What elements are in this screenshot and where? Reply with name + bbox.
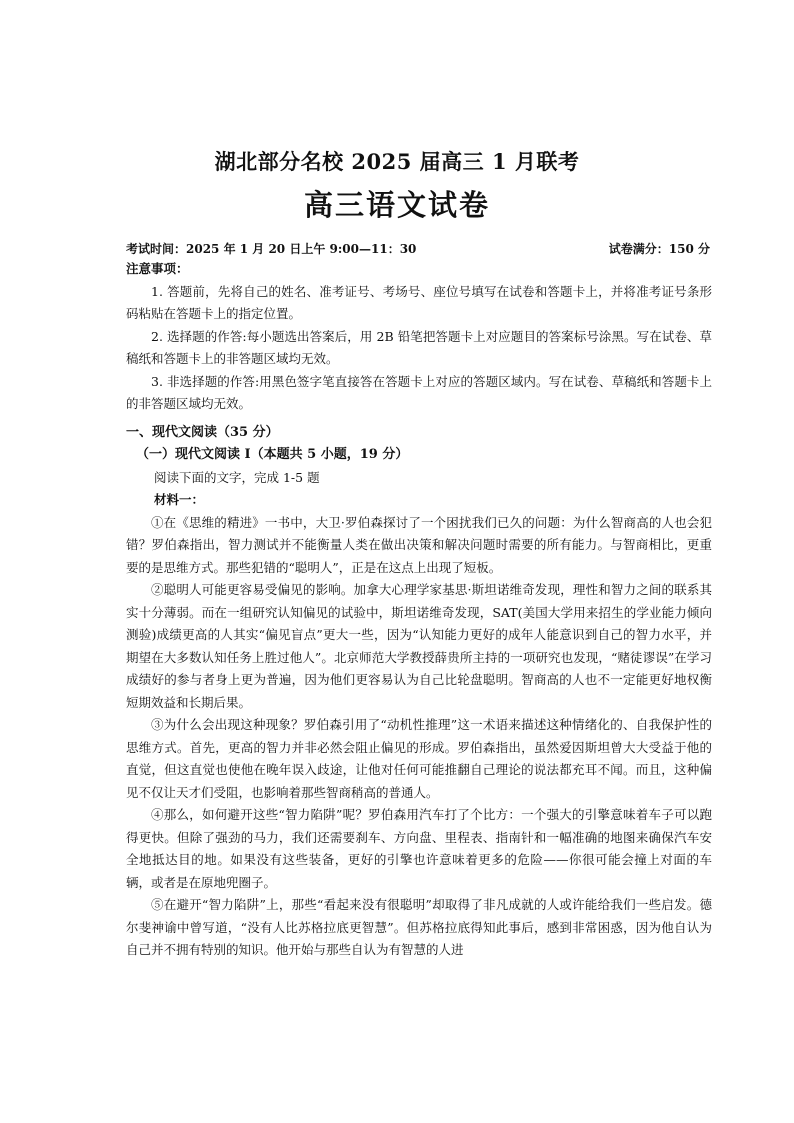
exam-time: 考试时间：2025 年 1 月 20 日上午 9:00—11：30 xyxy=(126,242,417,256)
material-label: 材料一： xyxy=(154,492,205,507)
notice-item: 3. 非选择题的作答:用黑色签字笔直接答在答题卡上对应的答题区域内。写在试卷、草稿纸和答题卡上的非答题区域均无效。 xyxy=(126,373,712,411)
exam-paper-title: 高三语文试卷 xyxy=(303,188,490,222)
exam-meta xyxy=(126,240,710,257)
exam-series-title: 湖北部分名校 2025 届高三 1 月联考 xyxy=(214,149,580,174)
notice-heading: 注意事项： xyxy=(126,261,189,276)
section-subheading: （一）现代文阅读 I（本题共 5 小题，19 分） xyxy=(136,447,409,462)
exam-content xyxy=(126,258,712,962)
notice-item: 2. 选择题的作答:每小题选出答案后，用 2B 铅笔把答题卡上对应题目的答案标号涂黑。写在试卷、草稿纸和答题卡上的非答题区域均无效。 xyxy=(126,328,712,366)
passage-paragraph: ④那么，如何避开这些“智力陷阱”呢？罗伯森用汽车打了个比方：一个强大的引擎意味着车子可以跑得更快。但除了强劲的马力，我们还需要刹车、方向盘、里程表、指南针和一幅准确的地图来确保汽车安全地抵达目的地。如果没有这些装备，更好的引擎也许意味着更多的危险——你很可能会撞上对面的车辆，或者是在原地兜圈子。 xyxy=(126,807,712,890)
passage-paragraph: ③为什么会出现这种现象？罗伯森引用了“动机性推理”这一术语来描述这种情绪化的、自我保护性的思维方式。首先，更高的智力并非必然会阻止偏见的形成。罗伯森指出，虽然爱因斯坦曾大大受益于他的直觉，但这直觉也使他在晚年误入歧途，让他对任何可能推翻自己理论的说法都充耳不闻。而且，这种偏见不仅让天才们受阻，也影响着那些智商稍高的普通人。 xyxy=(126,717,712,800)
passage-paragraph: ①在《思维的精进》一书中，大卫·罗伯森探讨了一个困扰我们已久的问题：为什么智商高的人也会犯错？罗伯森指出，智力测试并不能衡量人类在做出决策和解决问题时需要的所有能力。与智商相比，更重要的是思维方式。那些犯错的“聪明人”，正是在这点上出现了短板。 xyxy=(126,514,712,575)
passage-paragraph: ②聪明人可能更容易受偏见的影响。加拿大心理学家基思·斯坦诺维奇发现，理性和智力之间的联系其实十分薄弱。而在一组研究认知偏见的试验中，斯坦诺维奇发现，SAT(美国大学用来招生的学业能力倾向测验)成绩更高的人其实“偏见盲点”更大一些，因为“认知能力更好的成年人能意识到自己的智力水平，并期望在大多数认知任务上胜过他人”。北京师范大学教授薛贵所主持的一项研究也发现，“赌徒谬误”在学习成绩好的参与者身上更为普遍，因为他们更容易认为自己比轮盘聪明。智商高的人也不一定能更好地权衡短期效益和长期后果。 xyxy=(126,582,712,710)
passage-paragraph: ⑤在避开“智力陷阱”上，那些“看起来没有很聪明”却取得了非凡成就的人或许能给我们一些启发。德尔斐神谕中曾写道，“没有人比苏格拉底更智慧”。但苏格拉底得知此事后，感到非常困惑，因为他自认为自己并不拥有特别的知识。他开始与那些自认为有智慧的人进 xyxy=(126,897,712,957)
section-heading: 一、现代文阅读（35 分） xyxy=(126,424,279,440)
full-score: 试卷满分：150 分 xyxy=(608,242,710,256)
reading-instruction: 阅读下面的文字，完成 1-5 题 xyxy=(154,469,320,485)
notice-item: 1. 答题前，先将自己的姓名、准考证号、考场号、座位号填写在试卷和答题卡上，并将准考证号条形码粘贴在答题卡上的指定位置。 xyxy=(126,283,712,321)
